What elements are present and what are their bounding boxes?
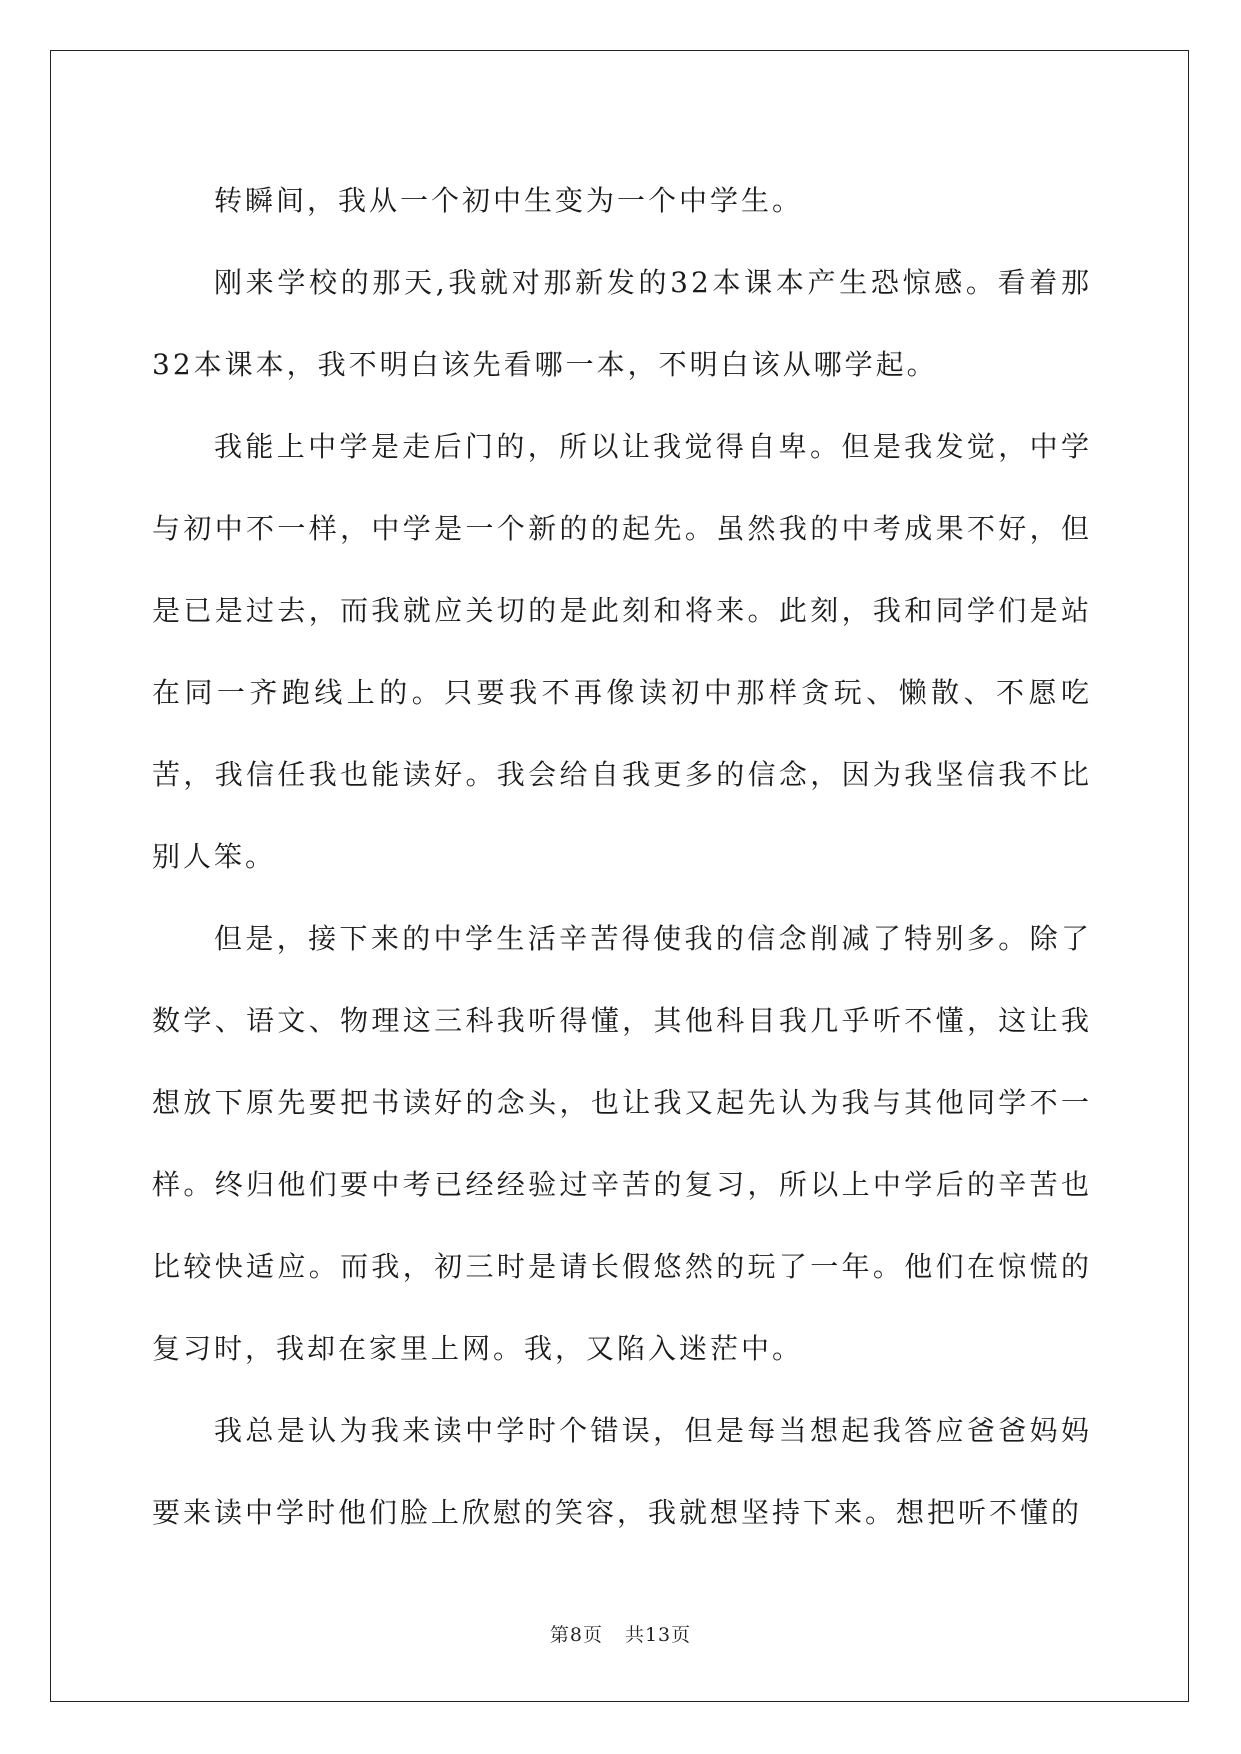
paragraph: 刚来学校的那天,我就对那新发的32本课本产生恐惊感。看着那32本课本，我不明白该先看哪一本，不明白该从哪学起。 (152, 266, 1092, 381)
paragraph: 但是，接下来的中学生活辛苦得使我的信念削减了特别多。除了数学、语文、物理这三科我听得懂，其他科目我几乎听不懂，这让我想放下原先要把书读好的念头，也让我又起先认为我与其他同学不一样。终归他们要中考已经经验过辛苦的复习，所以上中学后的辛苦也比较快适应。而我，初三时是请长假悠然的玩了一年。他们在惊慌的复习时，我却在家里上网。我，又陷入迷茫中。 (152, 922, 1092, 1365)
paragraph: 我能上中学是走后门的，所以让我觉得自卑。但是我发觉，中学与初中不一样，中学是一个新的的起先。虽然我的中考成果不好，但是已是过去，而我就应关切的是此刻和将来。此刻，我和同学们是站在同一齐跑线上的。只要我不再像读初中那样贪玩、懒散、不愿吃苦，我信任我也能读好。我会给自我更多的信念，因为我坚信我不比别人笨。 (152, 430, 1092, 873)
paragraph: 我总是认为我来读中学时个错误，但是每当想起我答应爸爸妈妈要来读中学时他们脸上欣慰的笑容，我就想坚持下来。想把听不懂的 (152, 1414, 1092, 1529)
page-footer (0, 1620, 1241, 1647)
page-number: 第8页 (549, 1624, 603, 1646)
document-body (152, 160, 1092, 1554)
paragraph: 转瞬间，我从一个初中生变为一个中学生。 (214, 184, 804, 217)
total-pages: 共13页 (624, 1624, 692, 1646)
